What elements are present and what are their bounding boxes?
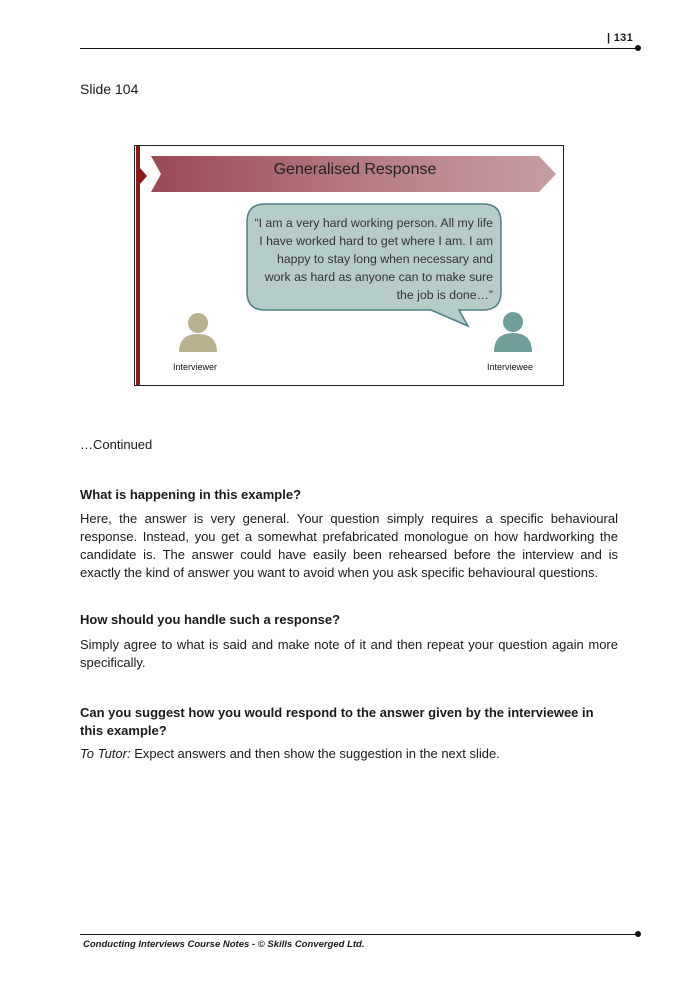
tutor-note: [80, 745, 618, 763]
question-1-body: Here, the answer is very general. Your question simply requires a specific behavioural response. Instead, you get a somewhat prefabricated monologue on how hardworking the candidate is. The answer could have easily been rehearsed before the interview and is exactly the kind of answer you want to avoid when you ask specific behavioural questions.: [80, 511, 618, 580]
tutor-label: To Tutor:: [80, 746, 131, 761]
interviewer-icon: [179, 313, 217, 352]
header-rule: [80, 48, 638, 49]
page-number: | 131: [607, 32, 633, 44]
slide-label: Slide 104: [80, 81, 139, 97]
header-rule-dot: [635, 45, 641, 51]
footer-text: Conducting Interviews Course Notes - © Skills Converged Ltd.: [83, 939, 365, 950]
tutor-body: Expect answers and then show the suggestion in the next slide.: [130, 746, 500, 761]
question-2-body: Simply agree to what is said and make note of it and then repeat your question again more specifically.: [80, 637, 618, 670]
slide-accent-notch: [140, 168, 147, 184]
continued-text: …Continued: [80, 437, 153, 452]
slide-accent-bar: [136, 146, 140, 386]
slide-image: [134, 145, 564, 386]
question-2-heading: How should you handle such a response?: [80, 612, 341, 627]
interviewer-label: Interviewer: [173, 362, 218, 372]
question-3-heading: Can you suggest how you would respond to the answer given by the interviewee in this example?: [80, 705, 594, 738]
footer-rule: [80, 934, 638, 935]
bubble-quote: “I am a very hard working person. All my life I have worked hard to get where I am. I am happy to stay long when necessary and work as hard as anyone can to make sure the job is done…”: [254, 216, 493, 302]
interviewee-icon: [494, 312, 532, 352]
question-1-heading: What is happening in this example?: [80, 487, 302, 502]
slide-title: Generalised Response: [273, 161, 437, 178]
interviewee-label: Interviewee: [487, 362, 534, 372]
footer-rule-dot: [635, 931, 641, 937]
